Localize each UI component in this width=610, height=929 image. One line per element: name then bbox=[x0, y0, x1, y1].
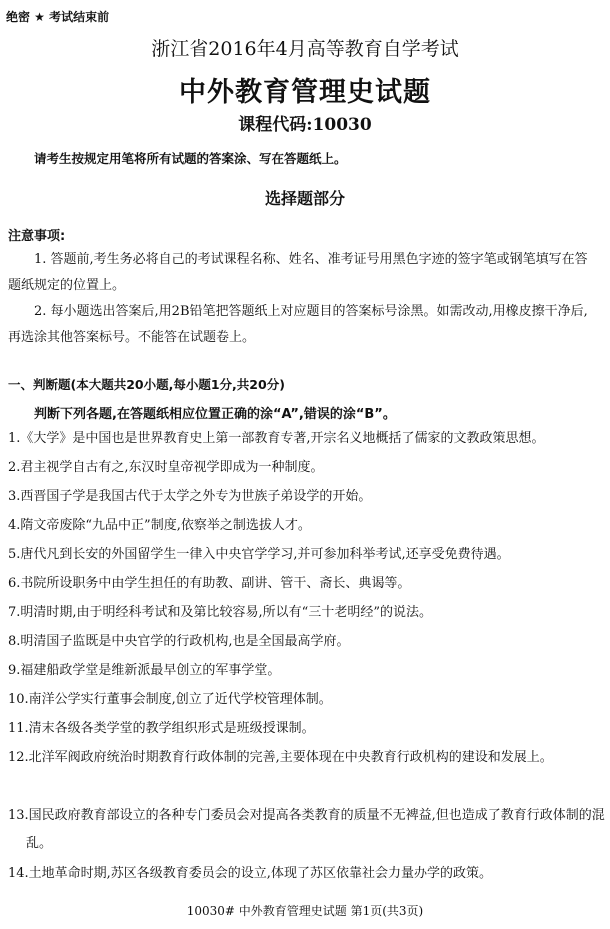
notice-item: 1. 答题前,考生务必将自己的考试课程名称、姓名、准考证号用黑色字迹的签字笔或钢笔填写在答题纸规定的位置上。 bbox=[8, 252, 588, 293]
exam-title: 浙江省2016年4月高等教育自学考试 bbox=[151, 38, 459, 60]
answer-instruction: 请考生按规定用笔将所有试题的答案涂、写在答题纸上。 bbox=[34, 151, 347, 166]
question-item: 3.西晋国子学是我国古代于太学之外专为世族子弟设学的开始。 bbox=[8, 489, 372, 504]
course-code: 课程代码:10030 bbox=[238, 115, 372, 135]
part1-heading: 一、判断题(本大题共20小题,每小题1分,共20分) bbox=[8, 377, 285, 392]
section-heading: 选择题部分 bbox=[264, 189, 345, 208]
question-item: 8.明清国子监既是中央官学的行政机构,也是全国最高学府。 bbox=[8, 634, 350, 649]
question-item: 1.《大学》是中国也是世界教育史上第一部教育专著,开宗名义地概括了儒家的文教政策思想。 bbox=[8, 431, 545, 446]
page-footer: 10030# 中外教育管理史试题 第1页(共3页) bbox=[186, 904, 424, 918]
paper-title: 中外教育管理史试题 bbox=[179, 77, 431, 108]
question-item: 12.北洋军阀政府统治时期教育行政体制的完善,主要体现在中央教育行政机构的建设和发展上。 bbox=[8, 750, 553, 765]
question-item: 2.君主视学自古有之,东汉时皇帝视学即成为一种制度。 bbox=[8, 460, 324, 475]
question-item: 6.书院所设职务中由学生担任的有助教、副讲、管干、斋长、典谒等。 bbox=[8, 576, 411, 591]
part1-description: 判断下列各题,在答题纸相应位置正确的涂“A”,错误的涂“B”。 bbox=[34, 407, 396, 422]
question-item: 7.明清时期,由于明经科考试和及第比较容易,所以有“三十老明经”的说法。 bbox=[8, 605, 432, 620]
question-item: 11.清末各级各类学堂的教学组织形式是班级授课制。 bbox=[8, 721, 315, 736]
secret-mark: 绝密 ★ 考试结束前 bbox=[6, 10, 110, 24]
question-item: 5.唐代凡到长安的外国留学生一律入中央官学学习,并可参加科举考试,还享受免费待遇。 bbox=[8, 547, 510, 562]
question-item: 14.土地革命时期,苏区各级教育委员会的设立,体现了苏区依靠社会力量办学的政策。 bbox=[8, 866, 492, 881]
question-item: 13.国民政府教育部设立的各种专门委员会对提高各类教育的质量不无裨益,但也造成了教育行政体制的混乱。 bbox=[8, 808, 605, 851]
question-item: 4.隋文帝废除“九品中正”制度,依察举之制选拔人才。 bbox=[8, 518, 311, 533]
question-item: 10.南洋公学实行董事会制度,创立了近代学校管理体制。 bbox=[8, 692, 332, 707]
notice-title: 注意事项: bbox=[8, 229, 66, 244]
notice-item: 2. 每小题选出答案后,用2B铅笔把答题纸上对应题目的答案标号涂黑。如需改动,用橡皮擦干净后,再选涂其他答案标号。不能答在试题卷上。 bbox=[8, 304, 588, 345]
question-item: 9.福建船政学堂是维新派最早创立的军事学堂。 bbox=[8, 663, 281, 678]
